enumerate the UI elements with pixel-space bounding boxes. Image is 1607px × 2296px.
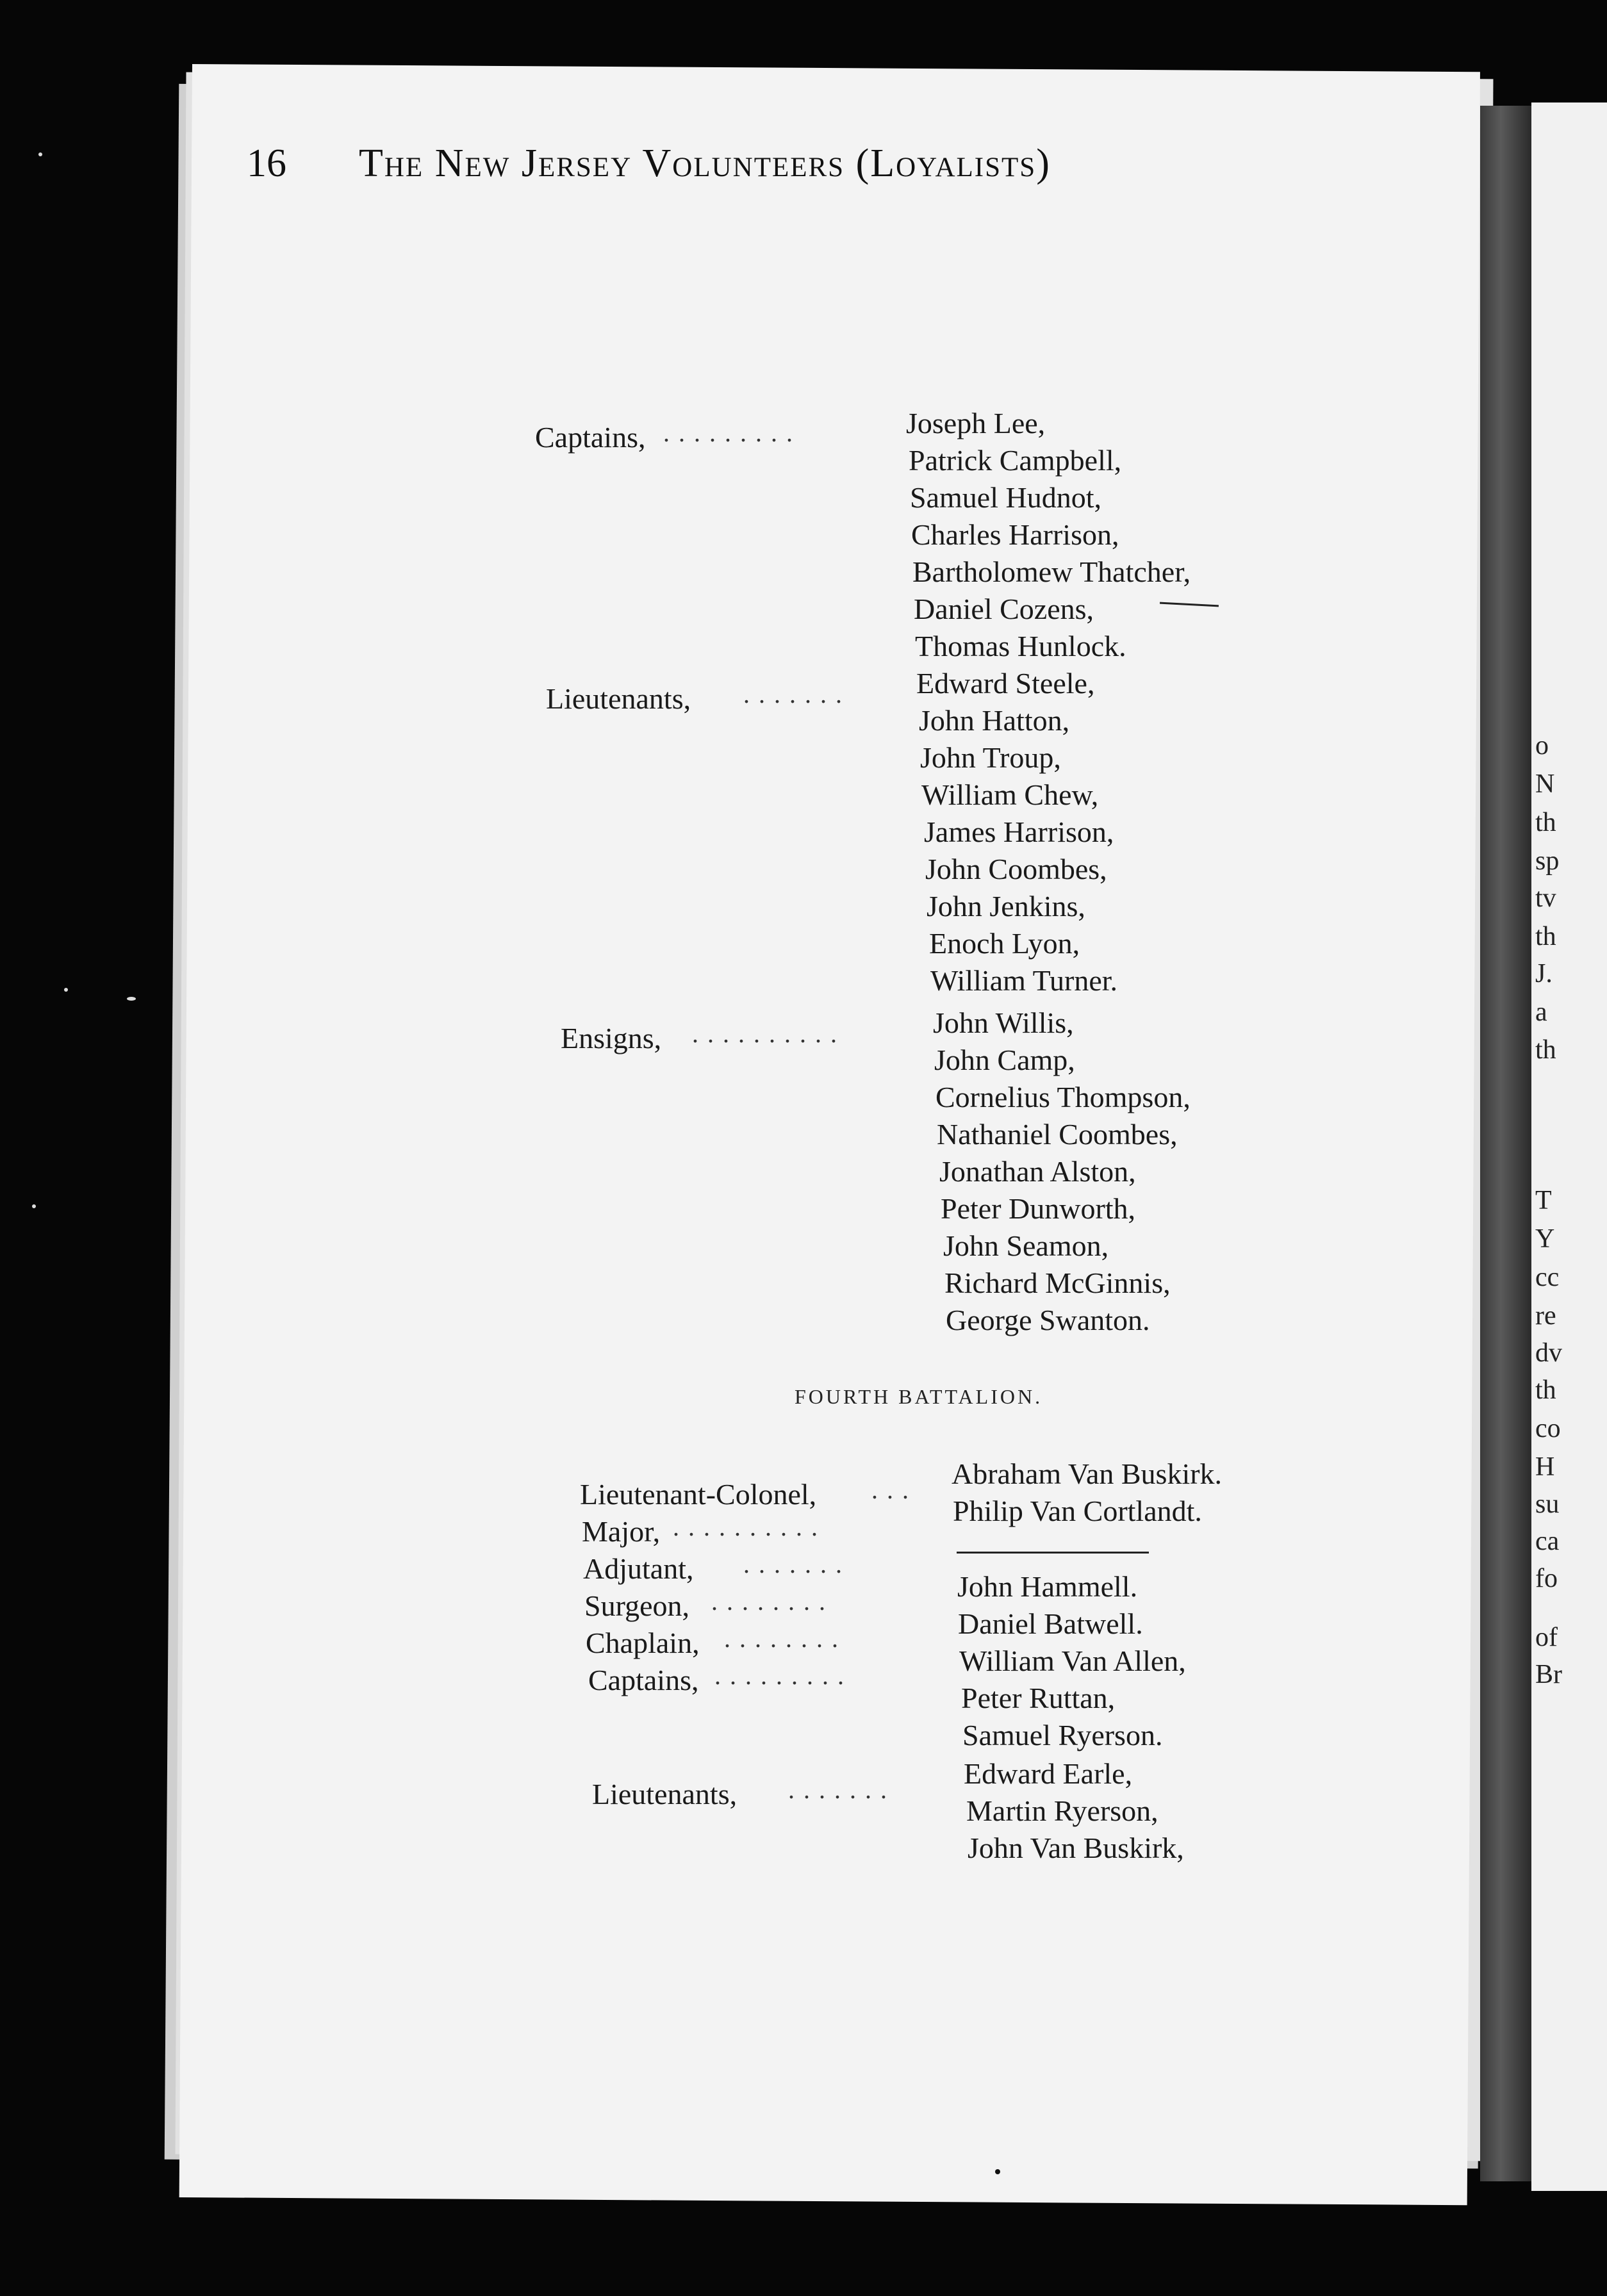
lieutenant-name: Enoch Lyon, [929, 927, 1080, 960]
adjutant-blank-dash [957, 1552, 1149, 1556]
leader-dots: ........ [724, 1624, 847, 1653]
lieutenant-name: John Coombes, [925, 853, 1107, 885]
facing-page-fragment: th [1535, 1035, 1556, 1065]
facing-page-fragment: tv [1535, 883, 1556, 913]
leader-dots: ... [871, 1475, 918, 1504]
leader-dots: ....... [788, 1775, 896, 1804]
facing-page-fragment: fo [1535, 1564, 1558, 1593]
section-heading: FOURTH BATTALION. [795, 1385, 1043, 1408]
captain-name: Patrick Campbell, [909, 444, 1122, 477]
surgeon-label: Surgeon, [584, 1589, 689, 1622]
facing-page-fragment: J. [1535, 959, 1553, 988]
ensign-name: Cornelius Thompson, [935, 1081, 1191, 1113]
ensign-name: Richard McGinnis, [944, 1267, 1171, 1299]
chaplain-label: Chaplain, [586, 1627, 700, 1659]
facing-page-fragment: re [1535, 1301, 1556, 1331]
leader-dots: ....... [743, 1550, 851, 1578]
dust-speck [32, 1204, 36, 1208]
leader-dots: ......... [714, 1661, 853, 1690]
ensign-name: Peter Dunworth, [941, 1192, 1136, 1225]
major-name: Philip Van Cortlandt. [953, 1495, 1202, 1527]
ensigns-label: Ensigns, [561, 1022, 662, 1054]
facing-page-fragment: th [1535, 922, 1556, 951]
leader-dots: .......... [692, 1019, 846, 1048]
lieutenant-colonel-name: Abraham Van Buskirk. [952, 1457, 1223, 1490]
facing-page-fragment: o [1535, 731, 1549, 760]
lieutenant-name: John Van Buskirk, [968, 1832, 1184, 1864]
lieutenant-name: William Turner. [930, 964, 1118, 997]
surgeon-name: John Hammell. [957, 1570, 1138, 1603]
lieutenants-label: Lieutenants, [546, 682, 691, 715]
major-label: Major, [582, 1515, 661, 1548]
facing-page-fragment: H [1535, 1452, 1555, 1482]
captain-name: Samuel Hudnot, [910, 481, 1101, 514]
adjutant-label: Adjutant, [583, 1552, 694, 1585]
ensign-name: Jonathan Alston, [939, 1155, 1136, 1188]
facing-page-fragment: ca [1535, 1527, 1560, 1556]
facing-page-fragment: su [1535, 1489, 1560, 1519]
facing-page-fragment: N [1535, 769, 1555, 799]
facing-page [1531, 102, 1607, 2191]
dust-speck [38, 152, 42, 156]
book-page [179, 64, 1480, 2205]
facing-page-fragment: dv [1535, 1338, 1562, 1368]
captain-name: Charles Harrison, [911, 518, 1119, 551]
lieutenant-name: Edward Steele, [916, 667, 1095, 700]
facing-page-fragment: Br [1535, 1660, 1562, 1689]
lieutenant-name: John Jenkins, [927, 890, 1085, 922]
captain-name: Bartholomew Thatcher, [912, 555, 1191, 588]
facing-page-fragment: of [1535, 1623, 1558, 1652]
page-number: 16 [247, 142, 286, 185]
ensign-name: John Willis, [933, 1006, 1074, 1039]
lieutenant-name: James Harrison, [924, 816, 1114, 848]
lieutenant-name: Edward Earle, [964, 1757, 1133, 1790]
lieutenant-colonel-label: Lieutenant-Colonel, [580, 1478, 817, 1511]
facing-page-fragment: a [1535, 997, 1547, 1027]
lieutenant-name: John Troup, [920, 741, 1061, 774]
dust-speck [995, 2169, 1000, 2174]
ensign-name: George Swanton. [946, 1304, 1150, 1336]
chaplain-name: Daniel Batwell. [958, 1607, 1143, 1640]
facing-page-fragment: co [1535, 1414, 1561, 1443]
lieutenants-label: Lieutenants, [592, 1778, 738, 1810]
facing-page-fragment: th [1535, 1375, 1556, 1405]
captains-label: Captains, [535, 421, 646, 454]
facing-page-fragment: T [1535, 1186, 1552, 1215]
captain-name: William Van Allen, [959, 1644, 1186, 1677]
leader-dots: ......... [663, 418, 802, 447]
dust-speck [64, 988, 68, 992]
captain-name: Peter Ruttan, [961, 1682, 1116, 1714]
facing-page-fragment: Y [1535, 1224, 1555, 1254]
ensign-name: Nathaniel Coombes, [937, 1118, 1178, 1151]
leader-dots: ....... [743, 680, 851, 709]
ensign-name: John Seamon, [943, 1229, 1109, 1262]
lieutenant-name: William Chew, [921, 778, 1099, 811]
facing-page-fragment: th [1535, 808, 1556, 837]
ensign-name: John Camp, [934, 1044, 1075, 1076]
lieutenant-name: Martin Ryerson, [966, 1794, 1158, 1827]
page-header [247, 141, 1240, 192]
captain-name: Joseph Lee, [906, 407, 1046, 439]
leader-dots: ........ [711, 1587, 834, 1616]
leader-dots: .......... [673, 1513, 827, 1541]
dust-speck [127, 997, 136, 1001]
facing-page-fragment: cc [1535, 1263, 1560, 1292]
captain-name: Thomas Hunlock. [915, 630, 1126, 662]
captain-name: Daniel Cozens, [914, 593, 1094, 625]
captains-label: Captains, [588, 1664, 699, 1696]
captain-name: Samuel Ryerson. [962, 1719, 1163, 1751]
lieutenant-name: John Hatton, [919, 704, 1070, 737]
running-head: The New Jersey Volunteers (Loyalists) [359, 142, 1051, 185]
book-gutter [1480, 106, 1531, 2181]
facing-page-fragment: sp [1535, 846, 1560, 876]
